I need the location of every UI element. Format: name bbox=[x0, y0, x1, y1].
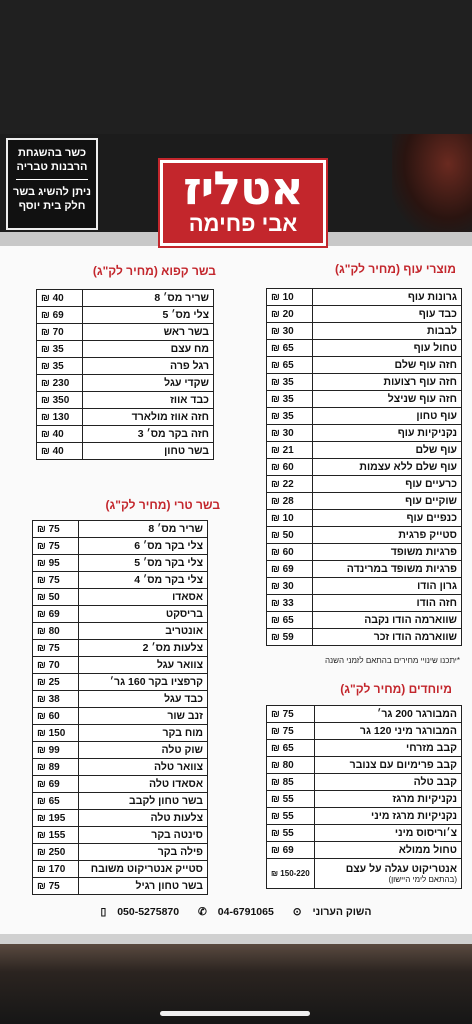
item-price: 59 ₪ bbox=[267, 629, 313, 646]
price-row bbox=[33, 725, 208, 742]
logo-subtitle: אבי פחימה bbox=[188, 211, 298, 236]
item-price: 35 ₪ bbox=[267, 391, 313, 408]
item-name: מוח בקר bbox=[79, 725, 208, 742]
item-price: 150-220 ₪ bbox=[267, 859, 315, 889]
item-name: נקניקיות מרגז מיני bbox=[314, 808, 461, 825]
item-name-main: אנטריקוט עגלה על עצם bbox=[345, 863, 457, 875]
item-name: שוק טלה bbox=[79, 742, 208, 759]
item-name: אסאדו bbox=[79, 589, 208, 606]
item-name: חזה אווז מולארד bbox=[83, 409, 214, 426]
price-row bbox=[267, 425, 462, 442]
item-name: סטייק אנטריקוט משובח bbox=[79, 861, 208, 878]
price-row bbox=[33, 623, 208, 640]
item-name: צוואר טלה bbox=[79, 759, 208, 776]
item-price: 35 ₪ bbox=[37, 341, 83, 358]
item-name: כבד עוף bbox=[313, 306, 462, 323]
item-name: שריר מס׳ 8 bbox=[83, 290, 214, 307]
item-name-note: (בהתאם לימי היישון) bbox=[388, 875, 457, 884]
item-name: בשר טחון bbox=[83, 443, 214, 460]
price-row bbox=[33, 589, 208, 606]
price-row bbox=[37, 375, 214, 392]
price-row bbox=[267, 289, 462, 306]
top-dark-band bbox=[0, 0, 472, 134]
item-price: 70 ₪ bbox=[33, 657, 79, 674]
item-price: 35 ₪ bbox=[267, 408, 313, 425]
footer-address-text: השוק הערוני bbox=[312, 906, 372, 918]
item-name: צלעות טלה bbox=[79, 810, 208, 827]
item-name: צלי בקר מס׳ 4 bbox=[79, 572, 208, 589]
item-price: 33 ₪ bbox=[267, 595, 313, 612]
footer-phone2[interactable] bbox=[97, 906, 184, 918]
item-name: צלי בקר מס׳ 6 bbox=[79, 538, 208, 555]
phone-icon: ✆ bbox=[198, 906, 207, 918]
item-name bbox=[314, 859, 461, 889]
price-row bbox=[37, 341, 214, 358]
item-price: 20 ₪ bbox=[267, 306, 313, 323]
item-price: 38 ₪ bbox=[33, 691, 79, 708]
item-name: צ׳וריסוס מיני bbox=[314, 825, 461, 842]
price-row bbox=[33, 844, 208, 861]
price-row bbox=[267, 757, 462, 774]
kosher-line-3: ניתן להשיג בשר bbox=[13, 186, 91, 198]
frozen-title: בשר קפוא (מחיר לק"ג) bbox=[92, 264, 216, 278]
price-row bbox=[33, 521, 208, 538]
price-row bbox=[33, 861, 208, 878]
poultry-price-table bbox=[266, 288, 462, 646]
footer-phone1-text: 04-6791065 bbox=[217, 906, 274, 918]
price-row bbox=[37, 307, 214, 324]
item-name: קבב מזרחי bbox=[314, 740, 461, 757]
item-name: סינטה בקר bbox=[79, 827, 208, 844]
price-row bbox=[33, 793, 208, 810]
item-name: נקניקיות מרגז bbox=[314, 791, 461, 808]
item-price: 250 ₪ bbox=[33, 844, 79, 861]
item-name: עוף טחון bbox=[313, 408, 462, 425]
item-price: 60 ₪ bbox=[267, 544, 313, 561]
item-price: 85 ₪ bbox=[267, 774, 315, 791]
item-name: המבורגר מיני 120 גר bbox=[314, 723, 461, 740]
price-row bbox=[267, 723, 462, 740]
item-name: חזה עוף שלם bbox=[313, 357, 462, 374]
specials-price-table bbox=[266, 705, 462, 889]
price-row bbox=[33, 776, 208, 793]
price-row bbox=[267, 740, 462, 757]
item-price: 89 ₪ bbox=[33, 759, 79, 776]
item-name: טחול עוף bbox=[313, 340, 462, 357]
item-name: בריסקט bbox=[79, 606, 208, 623]
item-price: 65 ₪ bbox=[267, 340, 313, 357]
item-price: 65 ₪ bbox=[267, 357, 313, 374]
item-name: שקדי עגל bbox=[83, 375, 214, 392]
item-price: 40 ₪ bbox=[37, 290, 83, 307]
item-name: מח עצם bbox=[83, 341, 214, 358]
item-name: גרון הודו bbox=[313, 578, 462, 595]
item-name: עוף שלם ללא עצמות bbox=[313, 459, 462, 476]
item-price: 170 ₪ bbox=[33, 861, 79, 878]
price-row bbox=[33, 827, 208, 844]
item-price: 69 ₪ bbox=[267, 842, 315, 859]
item-price: 21 ₪ bbox=[267, 442, 313, 459]
price-row bbox=[267, 544, 462, 561]
price-row bbox=[267, 408, 462, 425]
item-price: 60 ₪ bbox=[267, 459, 313, 476]
item-name: עוף שלם bbox=[313, 442, 462, 459]
item-price: 150 ₪ bbox=[33, 725, 79, 742]
item-price: 69 ₪ bbox=[33, 606, 79, 623]
poultry-title: מוצרי עוף (מחיר לק"ג) bbox=[335, 262, 456, 276]
butcher-logo bbox=[160, 160, 326, 246]
mobile-phone-icon: ▯ bbox=[100, 906, 107, 918]
price-row bbox=[267, 493, 462, 510]
item-name: פרגיות משופד במרינדה bbox=[313, 561, 462, 578]
price-row bbox=[33, 742, 208, 759]
footer-address bbox=[289, 906, 376, 918]
kosher-line-4: חלק בית יוסף bbox=[18, 200, 86, 212]
item-price: 80 ₪ bbox=[267, 757, 315, 774]
fresh-price-table bbox=[32, 520, 208, 895]
item-name: המבורגר 200 גר׳ bbox=[314, 706, 461, 723]
item-name: חזה הודו bbox=[313, 595, 462, 612]
kosher-line-2: הרבנות טבריה bbox=[16, 161, 88, 173]
item-name: פרגיות משופד bbox=[313, 544, 462, 561]
item-name: קבב טלה bbox=[314, 774, 461, 791]
price-row bbox=[37, 324, 214, 341]
item-name: שוקיים עוף bbox=[313, 493, 462, 510]
item-name: קבב פרימיום עם צנובר bbox=[314, 757, 461, 774]
header-decoration bbox=[392, 134, 472, 234]
price-row bbox=[33, 640, 208, 657]
price-row bbox=[267, 357, 462, 374]
item-name: נקניקיות עוף bbox=[313, 425, 462, 442]
item-price: 69 ₪ bbox=[37, 307, 83, 324]
item-name: חזה עוף רצועות bbox=[313, 374, 462, 391]
item-name: פילה בקר bbox=[79, 844, 208, 861]
price-row bbox=[37, 426, 214, 443]
fresh-title: בשר טרי (מחיר לק"ג) bbox=[105, 498, 220, 512]
price-row bbox=[267, 774, 462, 791]
item-name: בשר טחון רגיל bbox=[79, 878, 208, 895]
price-row bbox=[267, 629, 462, 646]
price-row bbox=[33, 708, 208, 725]
footer-phone1[interactable] bbox=[194, 906, 278, 918]
item-price: 60 ₪ bbox=[33, 708, 79, 725]
footer-rule bbox=[0, 934, 472, 944]
price-row bbox=[267, 323, 462, 340]
price-row bbox=[37, 392, 214, 409]
menu-sheet bbox=[0, 134, 472, 944]
price-row bbox=[267, 808, 462, 825]
price-row bbox=[267, 442, 462, 459]
home-indicator[interactable] bbox=[160, 1011, 310, 1016]
item-price: 55 ₪ bbox=[267, 825, 315, 842]
logo-name: אטליז bbox=[183, 161, 303, 215]
item-price: 65 ₪ bbox=[33, 793, 79, 810]
item-price: 155 ₪ bbox=[33, 827, 79, 844]
footer-phone2-text: 050-5275870 bbox=[117, 906, 180, 918]
item-price: 65 ₪ bbox=[267, 740, 315, 757]
price-row bbox=[267, 612, 462, 629]
item-price: 75 ₪ bbox=[33, 572, 79, 589]
price-row bbox=[267, 706, 462, 723]
price-row bbox=[267, 391, 462, 408]
item-price: 55 ₪ bbox=[267, 791, 315, 808]
item-price: 10 ₪ bbox=[267, 289, 313, 306]
price-row bbox=[37, 443, 214, 460]
item-name: צלי בקר מס׳ 5 bbox=[79, 555, 208, 572]
item-price: 130 ₪ bbox=[37, 409, 83, 426]
item-name: שווארמה הודו נקבה bbox=[313, 612, 462, 629]
item-price: 30 ₪ bbox=[267, 425, 313, 442]
price-row bbox=[267, 340, 462, 357]
location-pin-icon: ⊙ bbox=[292, 906, 302, 918]
item-name: אסאדו טלה bbox=[79, 776, 208, 793]
item-price: 50 ₪ bbox=[33, 589, 79, 606]
kosher-line-1: כשר בהשגחת bbox=[17, 147, 87, 159]
item-name: שווארמה הודו זכר bbox=[313, 629, 462, 646]
item-price: 40 ₪ bbox=[37, 426, 83, 443]
price-row bbox=[267, 374, 462, 391]
item-name: צלעות מס׳ 2 bbox=[79, 640, 208, 657]
item-name: בשר ראש bbox=[83, 324, 214, 341]
price-row bbox=[267, 859, 462, 889]
item-price: 75 ₪ bbox=[33, 640, 79, 657]
item-name: חזה עוף שניצל bbox=[313, 391, 462, 408]
price-row bbox=[267, 459, 462, 476]
frozen-price-table bbox=[36, 289, 214, 460]
price-row bbox=[267, 510, 462, 527]
price-row bbox=[33, 674, 208, 691]
item-price: 95 ₪ bbox=[33, 555, 79, 572]
item-name: גרונות עוף bbox=[313, 289, 462, 306]
price-row bbox=[33, 572, 208, 589]
price-row bbox=[267, 842, 462, 859]
item-price: 28 ₪ bbox=[267, 493, 313, 510]
price-row bbox=[33, 878, 208, 895]
item-price: 30 ₪ bbox=[267, 323, 313, 340]
item-price: 35 ₪ bbox=[37, 358, 83, 375]
price-row bbox=[267, 306, 462, 323]
item-name: בשר טחון לקבב bbox=[79, 793, 208, 810]
item-price: 30 ₪ bbox=[267, 578, 313, 595]
item-price: 35 ₪ bbox=[267, 374, 313, 391]
price-row bbox=[267, 595, 462, 612]
item-name: חזה בקר מס׳ 3 bbox=[83, 426, 214, 443]
item-price: 195 ₪ bbox=[33, 810, 79, 827]
item-name: קרפציו בקר 160 גר׳ bbox=[79, 674, 208, 691]
kosher-badge bbox=[6, 138, 98, 230]
item-price: 75 ₪ bbox=[267, 723, 315, 740]
item-name: כבד אווז bbox=[83, 392, 214, 409]
item-name: כנפיים עוף bbox=[313, 510, 462, 527]
price-row bbox=[267, 791, 462, 808]
item-name: סטייק פרגית bbox=[313, 527, 462, 544]
price-row bbox=[267, 825, 462, 842]
price-row bbox=[37, 409, 214, 426]
item-price: 65 ₪ bbox=[267, 612, 313, 629]
item-name: כרעיים עוף bbox=[313, 476, 462, 493]
price-row bbox=[267, 578, 462, 595]
price-row bbox=[267, 561, 462, 578]
item-name: רגל פרה bbox=[83, 358, 214, 375]
item-price: 75 ₪ bbox=[33, 878, 79, 895]
price-row bbox=[33, 606, 208, 623]
item-price: 69 ₪ bbox=[267, 561, 313, 578]
specials-title: מיוחדים (מחיר לק"ג) bbox=[340, 682, 452, 696]
item-price: 75 ₪ bbox=[33, 538, 79, 555]
item-price: 25 ₪ bbox=[33, 674, 79, 691]
item-price: 55 ₪ bbox=[267, 808, 315, 825]
item-price: 80 ₪ bbox=[33, 623, 79, 640]
price-row bbox=[33, 555, 208, 572]
item-name: שריר מס׳ 8 bbox=[79, 521, 208, 538]
price-row bbox=[33, 538, 208, 555]
item-price: 75 ₪ bbox=[267, 706, 315, 723]
price-row bbox=[37, 290, 214, 307]
price-row bbox=[267, 527, 462, 544]
price-row bbox=[267, 476, 462, 493]
price-row bbox=[33, 759, 208, 776]
price-row bbox=[33, 810, 208, 827]
price-row bbox=[33, 657, 208, 674]
item-price: 50 ₪ bbox=[267, 527, 313, 544]
price-row bbox=[37, 358, 214, 375]
price-row bbox=[33, 691, 208, 708]
item-name: צוואר עגל bbox=[79, 657, 208, 674]
item-name: כבד עגל bbox=[79, 691, 208, 708]
item-price: 99 ₪ bbox=[33, 742, 79, 759]
item-price: 350 ₪ bbox=[37, 392, 83, 409]
item-price: 40 ₪ bbox=[37, 443, 83, 460]
item-name: צלי מס׳ 5 bbox=[83, 307, 214, 324]
item-name: טחול ממולא bbox=[314, 842, 461, 859]
item-name: אונטריב bbox=[79, 623, 208, 640]
item-price: 75 ₪ bbox=[33, 521, 79, 538]
item-price: 22 ₪ bbox=[267, 476, 313, 493]
item-name: זנב שור bbox=[79, 708, 208, 725]
kosher-divider bbox=[16, 179, 88, 180]
price-change-note: *יתכנו שינויי מחירים בהתאם לזמני השנה bbox=[324, 656, 460, 665]
item-name: לבבות bbox=[313, 323, 462, 340]
item-price: 70 ₪ bbox=[37, 324, 83, 341]
item-price: 230 ₪ bbox=[37, 375, 83, 392]
item-price: 10 ₪ bbox=[267, 510, 313, 527]
item-price: 69 ₪ bbox=[33, 776, 79, 793]
